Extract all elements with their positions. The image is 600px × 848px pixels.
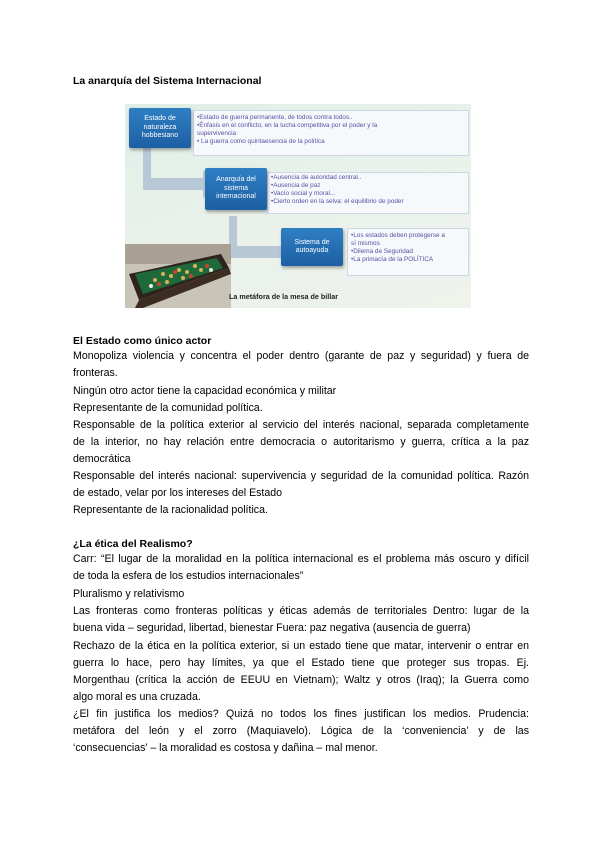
- section-title-anarchy: La anarquía del Sistema Internacional: [73, 75, 262, 87]
- text-line: de estado, velar por los intereses del Estado: [73, 487, 283, 499]
- diagram-caption: La metáfora de la mesa de billar: [229, 292, 339, 301]
- bullet: • La guerra como quintaesencia de la política: [197, 138, 325, 145]
- billiard-table-image: [125, 244, 231, 308]
- text-line: algo moral es una cruzada.: [73, 691, 201, 703]
- text-line: guerra lo hace, pero hay límites, ya que el Estado tiene que proteger sus tropas. Ej.: [73, 657, 529, 669]
- bullets-1: [197, 114, 377, 146]
- text-line: de la interior, no hay relación entre democracia o autoritarismo y guerra, crítica a la paz: [73, 436, 529, 448]
- bullets-3: [351, 232, 445, 264]
- section-title-etica: ¿La ética del Realismo?: [73, 538, 193, 550]
- bullet: supervivencia: [197, 130, 237, 137]
- bullet: •La primacía de la POLÍTICA: [351, 256, 434, 263]
- billiard-icon: [125, 244, 231, 308]
- bullet: •Estado de guerra permanente, de todos contra todos..: [197, 114, 353, 121]
- text-line: Rechazo de la ética en la política exterior, si un estado tiene que matar, intervenir o entrar en: [73, 640, 529, 652]
- text-line: ‘consecuencias’ – la moralidad es costosa y dañina – mal menor.: [73, 742, 378, 754]
- text-line: Monopoliza violencia y concentra el poder dentro (garante de paz y seguridad) y fuera de: [73, 350, 529, 362]
- bullet: •Dilema de Seguridad: [351, 248, 413, 255]
- text-line: Representante de la comunidad política.: [73, 402, 263, 414]
- text-line: fronteras.: [73, 367, 118, 379]
- text-line: democrática: [73, 453, 131, 465]
- text-line: Pluralismo y relativismo: [73, 588, 185, 600]
- bullet: •Cierto orden en la selva: el equilibrio de poder: [271, 198, 404, 205]
- text-line: ¿El fin justifica los medios? Quizá no todos los fines justifican los medios. Prudencia:: [73, 708, 529, 720]
- text-line: Morgenthau (crítica la acción de EEUU en Vietnam); Waltz y otros (Iraq); la Guerra como: [73, 674, 529, 686]
- text-line: buena vida – seguridad, libertad, bienestar Fuera: paz negativa (ausencia de guerra): [73, 622, 471, 634]
- text-line: Las fronteras como fronteras políticas y éticas además de territoriales Dentro: lugar de la: [73, 605, 529, 617]
- bullet: •Vacío social y moral...: [271, 190, 336, 197]
- text-line: Ningún otro actor tiene la capacidad económica y militar: [73, 385, 337, 397]
- text-line: Carr: “El lugar de la moralidad en la política internacional es el problema más oscuro y difícil: [73, 553, 529, 565]
- bullet: •Ausencia de autoridad central..: [271, 174, 362, 181]
- box-autoayuda: Sistema de autoayuda: [281, 228, 343, 266]
- bullet: •Ausencia de paz: [271, 182, 321, 189]
- section-title-estado: El Estado como único actor: [73, 335, 212, 347]
- box-anarquia: Anarquía del sistema internacional: [205, 168, 267, 210]
- bullet: sí mismos: [351, 240, 380, 247]
- text-line: de toda la esfera de los estudios internacionales”: [73, 570, 304, 582]
- realism-diagram: [125, 104, 471, 308]
- text-line: Responsable del interés nacional: supervivencia y seguridad de la comunidad política. Razón: [73, 470, 529, 482]
- bullet: •Los estados deben protegerse a: [351, 232, 445, 239]
- bullets-2: [271, 174, 404, 206]
- text-line: Responsable de la política exterior al servicio del interés nacional, separada completamente: [73, 419, 529, 431]
- bullet: •Énfasis en el conflicto, en la lucha competitiva por el poder y la: [197, 122, 378, 129]
- text-line: Representante de la racionalidad política.: [73, 504, 268, 516]
- text-line: metáfora del león y el zorro (Maquiavelo). Lógica de la ‘conveniencia’ y de las: [73, 725, 529, 737]
- box-estado-naturaleza: Estado de naturaleza hobbesiano: [129, 108, 191, 148]
